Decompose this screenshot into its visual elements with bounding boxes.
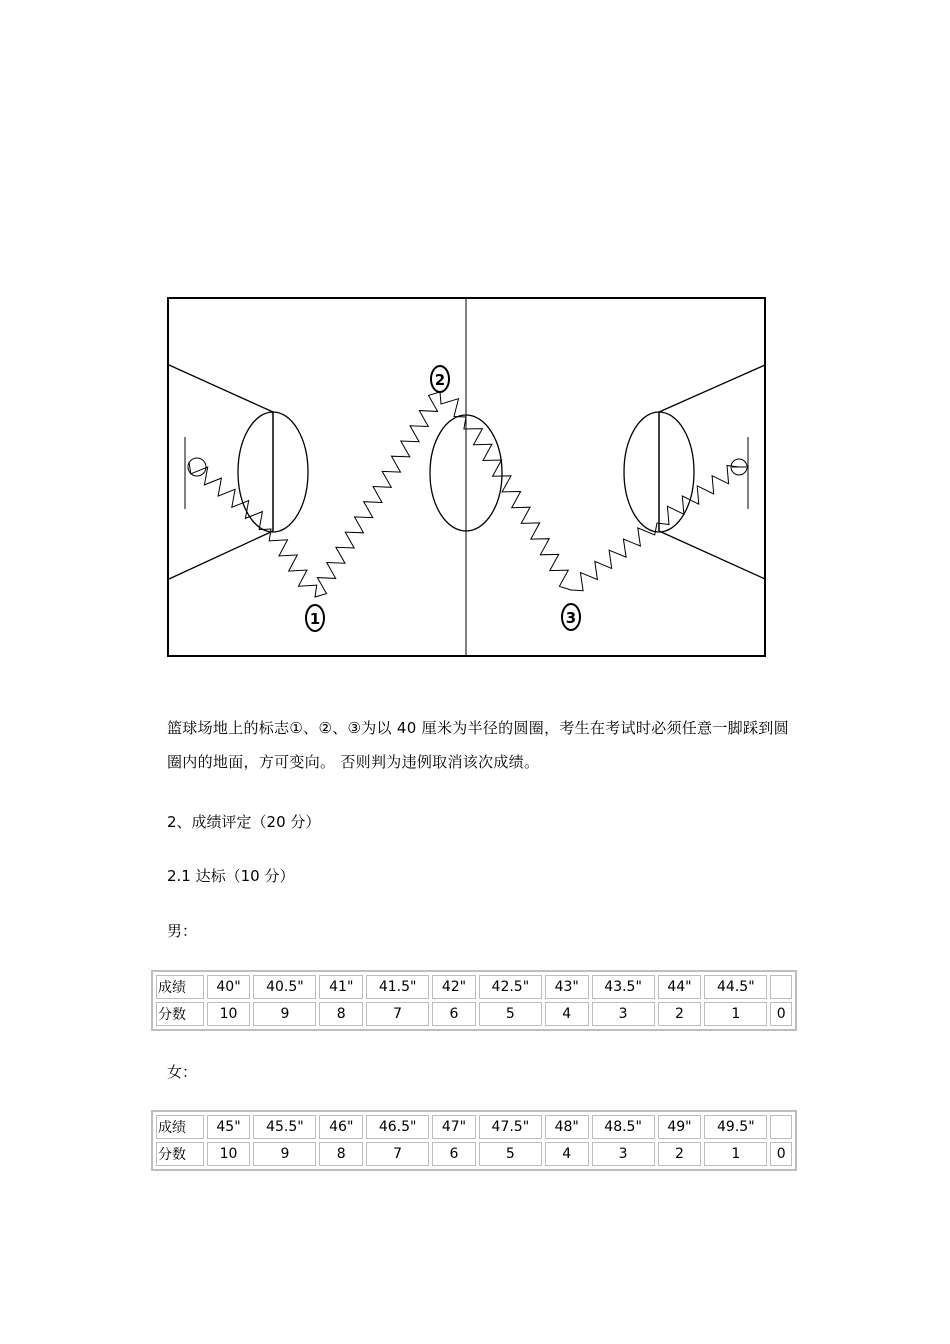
female-label: 女： [167, 1063, 198, 1081]
left-lane-bottom [169, 531, 273, 579]
table-cell: 41.5" [366, 975, 429, 999]
table-cell: 41" [319, 975, 363, 999]
table-cell: 4 [545, 1142, 589, 1166]
table-cell: 42.5" [479, 975, 542, 999]
table-cell: 47" [432, 1115, 476, 1139]
table-cell: 0 [770, 1002, 792, 1026]
table-cell: 44" [658, 975, 702, 999]
row-label-scores: 分数 [156, 1002, 204, 1026]
marker-2-label: 2 [434, 371, 446, 389]
table-cell: 47.5" [479, 1115, 542, 1139]
row-label-results: 成绩 [156, 975, 204, 999]
table-row [156, 1142, 792, 1166]
table-cell: 5 [479, 1142, 542, 1166]
table-cell [770, 1115, 792, 1139]
marker-3 [562, 604, 580, 630]
table-cell: 8 [319, 1142, 363, 1166]
table-cell: 7 [366, 1142, 429, 1166]
right-lane-bottom [659, 531, 765, 579]
table-cell: 48.5" [592, 1115, 655, 1139]
table-cell: 9 [253, 1002, 316, 1026]
right-lane-top [659, 365, 765, 412]
table-cell: 3 [592, 1142, 655, 1166]
marker-2 [431, 366, 449, 392]
table-cell: 44.5" [704, 975, 767, 999]
table-cell: 49.5" [704, 1115, 767, 1139]
table-row [156, 1115, 792, 1139]
female-score-table [151, 1110, 797, 1171]
rules-paragraph: 篮球场地上的标志①、②、③为以 40 厘米为半径的圆圈，考生在考试时必须任意一脚踩到圆圈内的地面，方可变向。 否则判为违例取消该次成绩。 [167, 719, 789, 771]
male-label: 男： [167, 922, 198, 940]
left-lane-top [169, 365, 273, 412]
table-cell: 7 [366, 1002, 429, 1026]
table-cell: 45" [207, 1115, 251, 1139]
court-svg [167, 297, 767, 658]
row-label-scores: 分数 [156, 1142, 204, 1166]
section-heading-standard: 2.1 达标（10 分） [167, 867, 295, 885]
row-label-results: 成绩 [156, 1115, 204, 1139]
table-row [156, 975, 792, 999]
table-cell: 6 [432, 1142, 476, 1166]
table-cell: 2 [658, 1142, 702, 1166]
table-cell: 45.5" [253, 1115, 316, 1139]
table-cell: 42" [432, 975, 476, 999]
marker-1 [306, 605, 324, 631]
dribble-path [189, 392, 739, 597]
table-cell: 46.5" [366, 1115, 429, 1139]
table-cell: 8 [319, 1002, 363, 1026]
table-cell: 4 [545, 1002, 589, 1026]
table-cell: 40" [207, 975, 251, 999]
table-cell: 9 [253, 1142, 316, 1166]
marker-3-label: 3 [565, 609, 577, 627]
table-cell: 1 [704, 1002, 767, 1026]
table-cell: 6 [432, 1002, 476, 1026]
table-cell: 49" [658, 1115, 702, 1139]
table-cell: 10 [207, 1002, 251, 1026]
marker-1-label: 1 [309, 610, 321, 628]
table-cell: 0 [770, 1142, 792, 1166]
table-cell: 46" [319, 1115, 363, 1139]
table-cell: 10 [207, 1142, 251, 1166]
table-cell [770, 975, 792, 999]
table-cell: 48" [545, 1115, 589, 1139]
table-cell: 5 [479, 1002, 542, 1026]
male-score-table [151, 970, 797, 1031]
table-cell: 43.5" [592, 975, 655, 999]
table-cell: 40.5" [253, 975, 316, 999]
table-row [156, 1002, 792, 1026]
table-cell: 2 [658, 1002, 702, 1026]
table-cell: 43" [545, 975, 589, 999]
table-cell: 1 [704, 1142, 767, 1166]
table-cell: 3 [592, 1002, 655, 1026]
basketball-court-diagram [167, 297, 767, 658]
section-heading-scoring: 2、成绩评定（20 分） [167, 813, 321, 831]
